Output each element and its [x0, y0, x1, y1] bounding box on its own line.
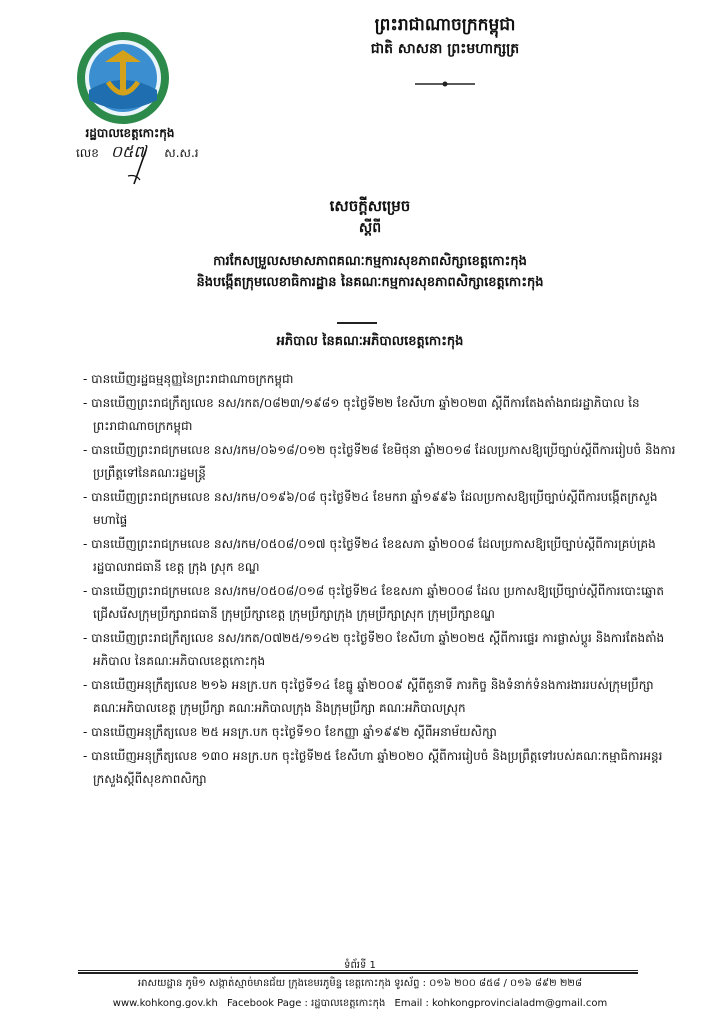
- subject-line-2: និងបង្កើតក្រុមលេខាធិការដ្ឋាន នៃគណៈកម្មការសុខភាពសិក្សាខេត្តកោះកុង: [196, 275, 544, 290]
- footer-email: Email : kohkongprovincialadm@gmail.com: [394, 998, 608, 1009]
- handwritten-slash: [126, 148, 154, 188]
- list-item: - បានឃើញព្រះរាជក្រមលេខ នស/រកម/០៥០៨/០១៨ ចុះថ្ងៃទី២៤ ខែឧសភា ឆ្នាំ២០០៨ ដែល ប្រកាសឱ្យប្រើច្បាប់ស្តីពីការបោះឆ្នោតជ្រើសរើសក្រុមប្រឹក្សារាជធានី ក្រុមប្រឹក្សាខេត្ត ក្រុមប្រឹក្សាក្រុង ក្រុមប្រឹក្សាស្រុក ក្រុមប្រឹក្សាខណ្ឌ: [83, 580, 683, 626]
- list-item: - បានឃើញរដ្ឋធម្មនុញ្ញនៃព្រះរាជាណាចក្រកម្ពុជា: [83, 368, 683, 391]
- issuer-name: រដ្ឋបាលខេត្តកោះកុង: [85, 126, 175, 140]
- legal-references-list: [83, 368, 683, 792]
- page-label: ទំព័រទី: [344, 960, 370, 971]
- kingdom-header: [230, 12, 660, 60]
- ref-label: លេខ: [76, 146, 99, 160]
- title-divider: [337, 322, 377, 324]
- list-item: - បានឃើញអនុក្រឹត្យលេខ ២៥ អនក្រ.បក ចុះថ្ងៃទី១០ ខែកញ្ញា ឆ្នាំ១៩៩២ ស្តីពីអនាម័យសិក្សា: [83, 721, 683, 744]
- footer-website: www.kohkong.gov.kh: [112, 998, 218, 1009]
- list-item: - បានឃើញអនុក្រឹត្យលេខ ២១៦ អនក្រ.បក ចុះថ្ងៃទី១៤ ខែធ្នូ ឆ្នាំ២០០៩ ស្តីពីតួនាទី ភារកិច្ច និងទំនាក់ទំនងការងាររបស់ក្រុមប្រឹក្សា គណៈអភិបាលខេត្ត ក្រុមប្រឹក្សា គណៈអភិបាលក្រុង និងក្រុមប្រឹក្សា គណៈអភិបាលស្រុក: [83, 674, 683, 720]
- footer-contacts: [70, 996, 650, 1011]
- list-item: - បានឃើញព្រះរាជក្រមលេខ នស/រកម/០១៩៦/០៨ ចុះថ្ងៃទី២៤ ខែមករា ឆ្នាំ១៩៩៦ ដែលប្រកាសឱ្យប្រើច្បាប់ស្តីពីការបង្កើតក្រសួងមហាផ្ទៃ: [83, 486, 683, 532]
- issuing-authority: អភិបាល នៃគណៈអភិបាលខេត្តកោះកុង: [276, 334, 464, 349]
- kingdom-title: ព្រះរាជាណាចក្រកម្ពុជា: [374, 15, 516, 35]
- ornament-divider: [415, 80, 475, 88]
- provincial-seal-logo: [75, 30, 171, 126]
- decision-title-block: [100, 195, 640, 293]
- ref-number: ០៥៧: [110, 142, 147, 161]
- footer-address: អាសយដ្ឋាន ភូមិ១ សង្កាត់ស្មាច់មានជ័យ ក្រុងខេមរភូមិន្ទ ខេត្តកោះកុង ទូរស័ព្ទ : ០១៦ ២០០ ៨៥៨ / ០១៦ ៨៩២ ២២៨: [137, 978, 583, 989]
- list-item: - បានឃើញព្រះរាជក្រឹត្យលេខ នស/រកត/០៧២៥/១១៤២ ចុះថ្ងៃទី២០ ខែសីហា ឆ្នាំ២០២៥ ស្តីពីការផ្ទេរ ការផ្លាស់ប្តូរ និងការតែងតាំងអភិបាល នៃគណៈអភិបាលខេត្តកោះកុង: [83, 627, 683, 673]
- list-item: - បានឃើញព្រះរាជក្រមលេខ នស/រកម/០៦១៨/០១២ ចុះថ្ងៃទី២៨ ខែមិថុនា ឆ្នាំ២០១៨ ដែលប្រកាសឱ្យប្រើច្បាប់ស្តីពីការរៀបចំ និងការប្រព្រឹត្តទៅនៃគណៈរដ្ឋមន្ត្រី: [83, 439, 683, 485]
- doc-type: សេចក្តីសម្រេច: [329, 197, 411, 215]
- national-motto: ជាតិ សាសនា ព្រះមហាក្សត្រ: [370, 41, 520, 57]
- list-item: - បានឃើញព្រះរាជក្រឹត្យលេខ នស/រកត/០៨២៣/១៩៨១ ចុះថ្ងៃទី២២ ខែសីហា ឆ្នាំ២០២៣ ស្តីពីការតែងតាំងរាជរដ្ឋាភិបាល នៃព្រះរាជាណាចក្រកម្ពុជា: [83, 392, 683, 438]
- list-item: - បានឃើញអនុក្រឹត្យលេខ ១៣០ អនក្រ.បក ចុះថ្ងៃទី២៥ ខែសីហា ឆ្នាំ២០២០ ស្តីពីការរៀបចំ និងប្រព្រឹត្តទៅរបស់គណៈកម្មាធិការអន្តរក្រសួងស្តីពីសុខភាពសិក្សា: [83, 745, 683, 791]
- ref-dept: ស.ស.រ: [164, 146, 199, 160]
- list-item: - បានឃើញព្រះរាជក្រមលេខ នស/រកម/០៥០៨/០១៧ ចុះថ្ងៃទី២៤ ខែឧសភា ឆ្នាំ២០០៨ ដែលប្រកាសឱ្យប្រើច្បាប់ស្តីពីការគ្រប់គ្រងរដ្ឋបាលរាជធានី ខេត្ត ក្រុង ស្រុក ខណ្ឌ: [83, 533, 683, 579]
- footer-rule: [78, 970, 638, 971]
- page-value: 1: [369, 960, 376, 971]
- doc-about: ស្តីពី: [358, 220, 382, 236]
- footer-rule-thick: [78, 972, 638, 974]
- footer-facebook: Facebook Page : រដ្ឋបាលខេត្តកោះកុង: [227, 998, 386, 1009]
- subject-line-1: ការកែសម្រួលសមាសភាពគណៈកម្មការសុខភាពសិក្សាខេត្តកោះកុង: [213, 254, 527, 269]
